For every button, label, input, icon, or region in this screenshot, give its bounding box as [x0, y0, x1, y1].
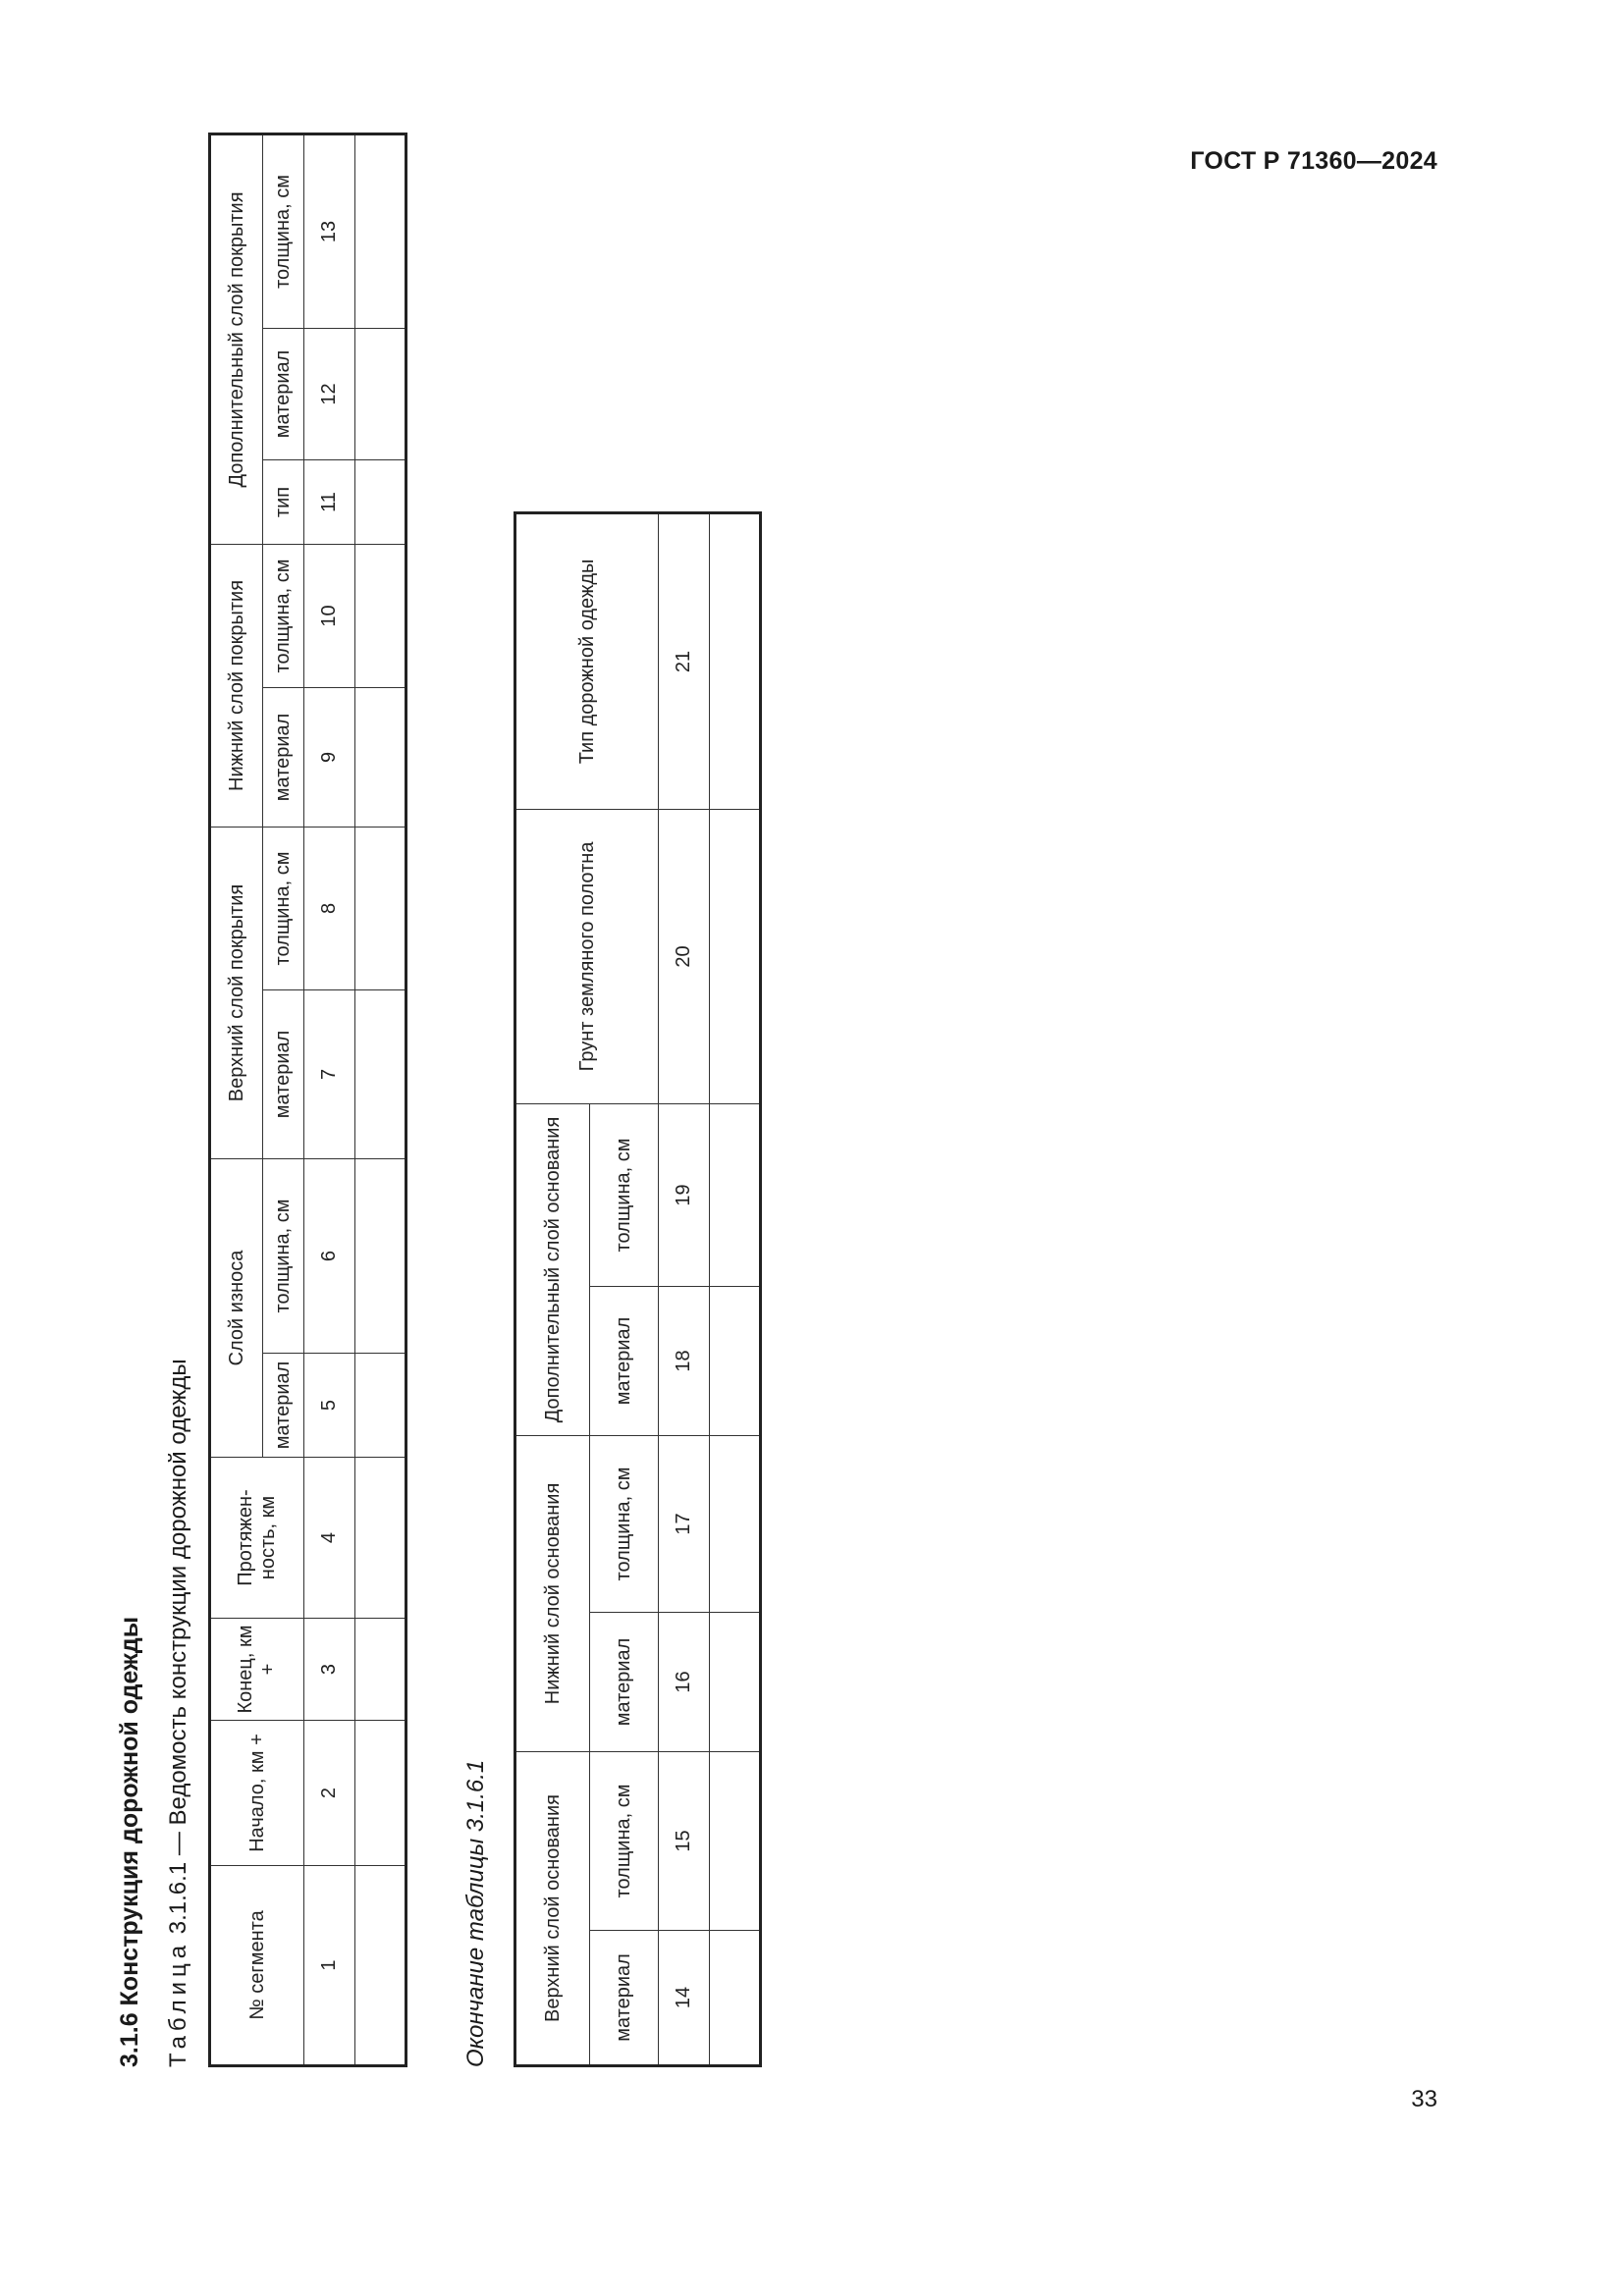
- subheader-thickness: толщина, см: [263, 133, 304, 328]
- empty-cell: [355, 1619, 406, 1721]
- subheader-thickness: толщина, см: [590, 1103, 659, 1286]
- subheader-material: материал: [590, 1286, 659, 1435]
- empty-cell: [710, 809, 761, 1103]
- empty-cell: [710, 1931, 761, 2066]
- column-number: 14: [659, 1931, 710, 2066]
- header-bottom-base: Нижний слой основания: [515, 1435, 590, 1751]
- empty-cell: [710, 1435, 761, 1612]
- subheader-thickness: толщина, см: [263, 544, 304, 687]
- table-caption: [165, 1359, 192, 2067]
- column-number: 4: [304, 1458, 355, 1619]
- pavement-structure-table-continued: [514, 511, 762, 2067]
- subheader-thickness: толщина, см: [263, 827, 304, 989]
- empty-cell: [355, 1354, 406, 1458]
- empty-cell: [710, 1286, 761, 1435]
- header-top-base: Верхний слой основания: [515, 1751, 590, 2065]
- document-code: ГОСТ Р 71360—2024: [1190, 147, 1437, 175]
- header-length: Протяжен-ность, км: [210, 1458, 304, 1619]
- empty-cell: [355, 328, 406, 459]
- header-extra-layer: Дополнительный слой покрытия: [210, 133, 263, 544]
- table-caption-text: 3.1.6.1 — Ведомость конструкции дорожной одежды: [165, 1359, 191, 1941]
- header-start: Начало, км +: [210, 1721, 304, 1866]
- column-number: 12: [304, 328, 355, 459]
- empty-cell: [355, 687, 406, 827]
- subheader-material: материал: [263, 328, 304, 459]
- subheader-material: материал: [263, 687, 304, 827]
- empty-cell: [355, 459, 406, 544]
- empty-cell: [355, 1158, 406, 1353]
- empty-cell: [355, 1458, 406, 1619]
- table-row-empty: [355, 133, 406, 2065]
- column-number: 6: [304, 1158, 355, 1353]
- column-number: 17: [659, 1435, 710, 1612]
- column-number: 7: [304, 989, 355, 1158]
- column-number: 19: [659, 1103, 710, 1286]
- subheader-thickness: толщина, см: [590, 1751, 659, 1930]
- header-top-layer: Верхний слой покрытия: [210, 827, 263, 1158]
- subheader-material: материал: [590, 1931, 659, 2066]
- column-number: 9: [304, 687, 355, 827]
- continuation-caption: Окончание таблицы 3.1.6.1: [462, 1759, 489, 2067]
- table-row-empty: [710, 512, 761, 2065]
- column-number: 15: [659, 1751, 710, 1930]
- subheader-material: материал: [263, 1354, 304, 1458]
- empty-cell: [355, 133, 406, 328]
- header-wear-layer: Слой износа: [210, 1158, 263, 1457]
- empty-cell: [355, 1721, 406, 1866]
- header-pavement-type: Тип дорожной одежды: [515, 512, 659, 809]
- column-number: 16: [659, 1612, 710, 1751]
- header-end: Конец, км +: [210, 1619, 304, 1721]
- subheader-thickness: толщина, см: [590, 1435, 659, 1612]
- table-caption-prefix: Таблица: [165, 1940, 191, 2067]
- column-number: 13: [304, 133, 355, 328]
- section-title: 3.1.6 Конструкция дорожной одежды: [116, 1616, 143, 2067]
- empty-cell: [355, 1866, 406, 2066]
- empty-cell: [355, 989, 406, 1158]
- column-number-row: [304, 133, 355, 2065]
- column-number: 18: [659, 1286, 710, 1435]
- pavement-structure-table: [208, 133, 407, 2067]
- landscape-content: [108, 174, 776, 2067]
- header-segment: № сегмента: [210, 1866, 304, 2066]
- empty-cell: [355, 827, 406, 989]
- header-subgrade-soil: Грунт земляного полотна: [515, 809, 659, 1103]
- table-cont-header-row: [515, 512, 590, 2065]
- header-extra-base: Дополнительный слой основания: [515, 1103, 590, 1435]
- column-number: 8: [304, 827, 355, 989]
- empty-cell: [355, 544, 406, 687]
- subheader-material: материал: [590, 1612, 659, 1751]
- header-bottom-layer: Нижний слой покрытия: [210, 544, 263, 827]
- column-number-row: [659, 512, 710, 2065]
- column-number: 5: [304, 1354, 355, 1458]
- table-header-row: [210, 133, 263, 2065]
- column-number: 3: [304, 1619, 355, 1721]
- subheader-material: материал: [263, 989, 304, 1158]
- empty-cell: [710, 512, 761, 809]
- column-number: 11: [304, 459, 355, 544]
- empty-cell: [710, 1612, 761, 1751]
- column-number: 2: [304, 1721, 355, 1866]
- page-number: 33: [1411, 2086, 1437, 2112]
- empty-cell: [710, 1751, 761, 1930]
- column-number: 10: [304, 544, 355, 687]
- column-number: 21: [659, 512, 710, 809]
- column-number: 20: [659, 809, 710, 1103]
- column-number: 1: [304, 1866, 355, 2066]
- rotated-page: [108, 174, 776, 2067]
- subheader-thickness: толщина, см: [263, 1158, 304, 1353]
- empty-cell: [710, 1103, 761, 1286]
- subheader-type: тип: [263, 459, 304, 544]
